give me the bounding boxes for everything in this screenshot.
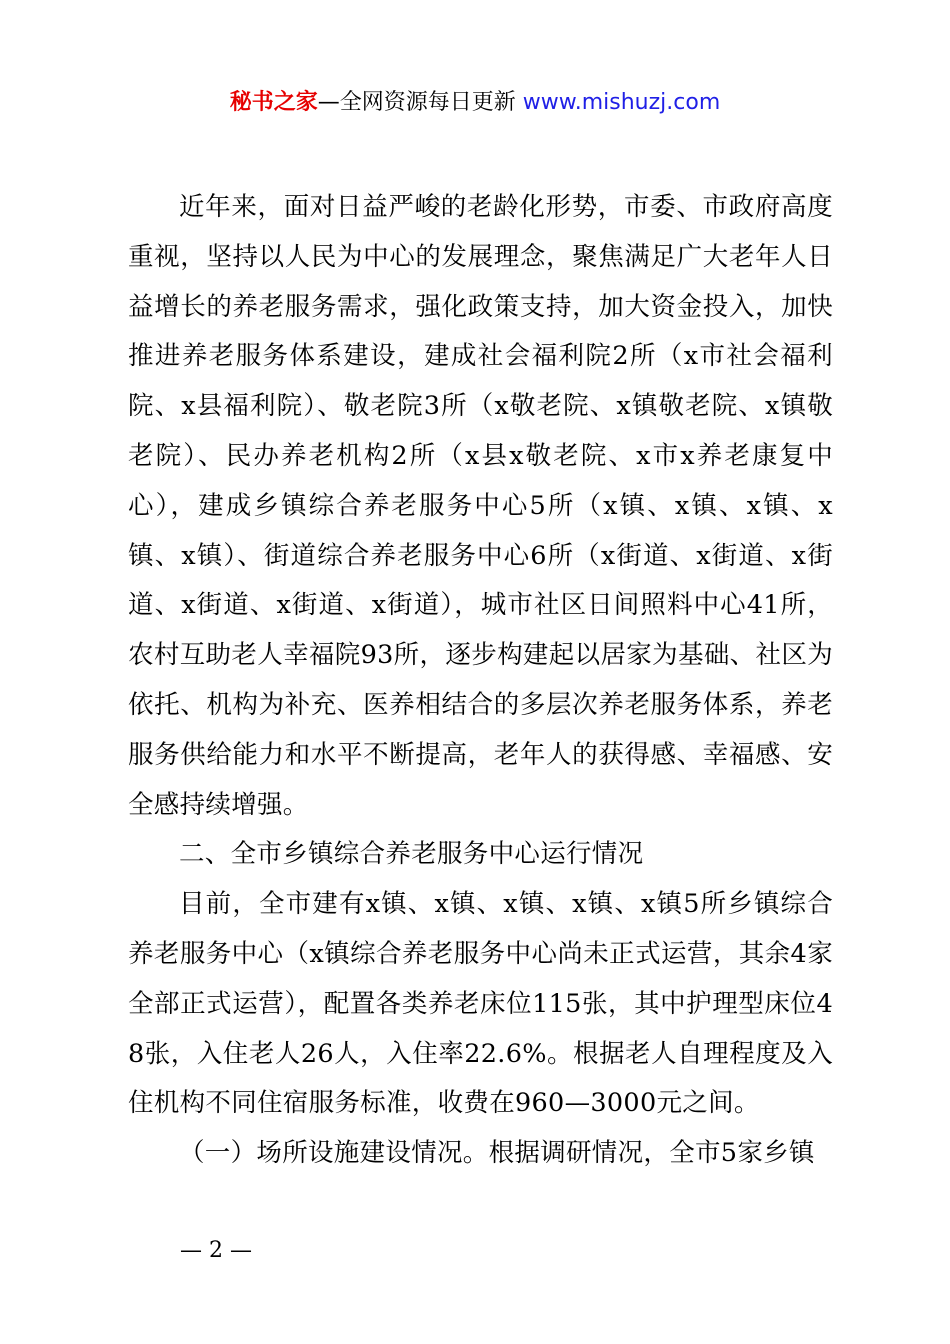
- section-heading: 二、全市乡镇综合养老服务中心运行情况: [179, 839, 644, 870]
- paragraph-status: 目前，全市建有x镇、x镇、x镇、x镇、x镇5所乡镇综合养老服务中心（x镇综合养老服务中心尚未正式运营，其余4家全部正式运营），配置各类养老床位115张，其中护理型床位48张，入住老人26人，入住率22.6%。根据老人自理程度及入住机构不同住宿服务标准，收费在960—3000元之间。: [128, 889, 833, 1119]
- site-header: [0, 86, 950, 120]
- document-body: [128, 183, 833, 1179]
- paragraph-intro: 近年来，面对日益严峻的老龄化形势，市委、市政府高度重视，坚持以人民为中心的发展理念，聚焦满足广大老年人日益增长的养老服务需求，强化政策支持，加大资金投入，加快推进养老服务体系建设，建成社会福利院2所（x市社会福利院、x县福利院）、敬老院3所（x敬老院、x镇敬老院、x镇敬老院）、民办养老机构2所（x县x敬老院、x市x养老康复中心），建成乡镇综合养老服务中心5所（x镇、x镇、x镇、x镇、x镇）、街道综合养老服务中心6所（x街道、x街道、x街道、x街道、x街道、x街道），城市社区日间照料中心41所，农村互助老人幸福院93所，逐步构建起以居家为基础、社区为依托、机构为补充、医养相结合的多层次养老服务体系，养老服务供给能力和水平不断提高，老年人的获得感、幸福感、安全感持续增强。: [128, 192, 833, 820]
- brand-name: 秘书之家: [229, 90, 318, 115]
- page-number: — 2 —: [180, 1238, 252, 1263]
- header-tagline: —全网资源每日更新: [317, 90, 516, 115]
- paragraph-facilities: （一）场所设施建设情况。根据调研情况，全市5家乡镇: [179, 1138, 815, 1169]
- site-url[interactable]: www.mishuzj.com: [515, 90, 721, 115]
